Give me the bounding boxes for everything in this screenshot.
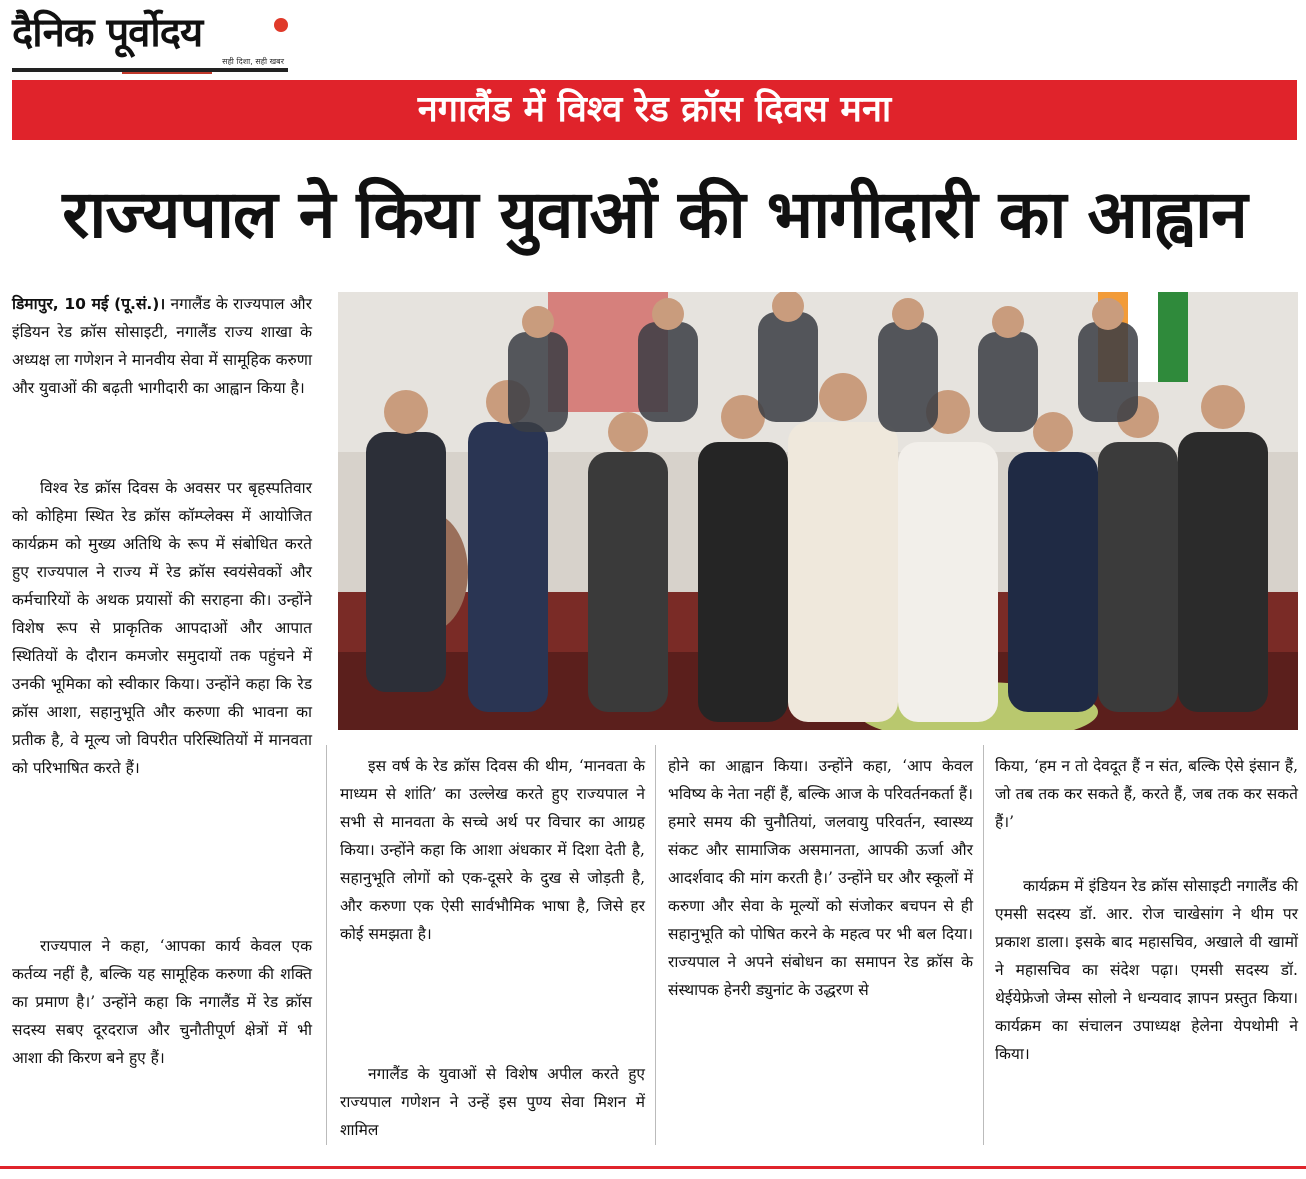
paragraph-6: होने का आह्वान किया। उन्होंने कहा, ‘आप केवल भविष्य के नेता नहीं हैं, बल्कि आज के परिवर्तनकर्ता हैं। हमारे समय की चुनौतियां, जलवायु परिवर्तन, स्वास्थ्य संकट और सामाजिक असमानता, आपकी ऊर्जा और आदर्शवाद की मांग करती है।’ उन्होंने घर और स्कूलों में करुणा और सेवा के मूल्यों को संजोकर बचपन से ही सहानुभूति को पोषित करने के महत्व पर भी बल दिया। राज्यपाल ने अपने संबोधन का समापन रेड क्रॉस के संस्थापक हेनरी ड्युनांट के उद्धरण से (668, 757, 973, 999)
newspaper-tagline: सही दिशा, सही खबर (222, 57, 284, 66)
paragraph-5: नगालैंड के युवाओं से विशेष अपील करते हुए राज्यपाल गणेशन ने उन्हें इस पुण्य सेवा मिशन में शामिल (340, 1065, 645, 1139)
masthead-accent-rule (122, 72, 212, 74)
kicker-text: नगालैंड में विश्व रेड क्रॉस दिवस मना (417, 89, 892, 130)
paragraph-8: कार्यक्रम में इंडियन रेड क्रॉस सोसाइटी नगालैंड की एमसी सदस्य डॉ. आर. रोज चाखेसांग ने थीम पर प्रकाश डाला। इसके बाद महासचिव, अखाले वी खामों ने महासचिव का संदेश पढ़ा। एमसी सदस्य डॉ. थेईयेफ्रेजो जेम्स सोलो ने धन्यवाद ज्ञापन प्रस्तुत किया। कार्यक्रम का संचालन उपाध्यक्ष हेलेना येपथोमी ने किया। (995, 877, 1298, 1063)
paragraph-4: इस वर्ष के रेड क्रॉस दिवस की थीम, ‘मानवता के माध्यम से शांति’ का उल्लेख करते हुए राज्यपाल ने सभी से मानवता के सच्चे अर्थ पर विचार का आग्रह किया। उन्होंने कहा कि आशा अंधकार में दिशा देती है, सहानुभूति लोगों को एक-दूसरे के दुख से जोड़ती है, और करुणा एक ऐसी सार्वभौमिक भाषा है, जिसे हर कोई समझता है। (340, 757, 645, 943)
masthead (12, 8, 288, 74)
kicker-banner (12, 80, 1297, 140)
event-group-photo (338, 292, 1298, 730)
logo-dot-icon (274, 18, 288, 32)
paragraph-1: नगालैंड के राज्यपाल और इंडियन रेड क्रॉस सोसाइटी, नगालैंड राज्य शाखा के अध्यक्ष ला गणेशन ने मानवीय सेवा में सामूहिक करुणा और युवाओं की बढ़ती भागीदारी का आह्वान किया है। (12, 295, 312, 397)
dateline: डिमापुर, 10 मई (पू.सं.)। (12, 295, 166, 313)
headline: राज्यपाल ने किया युवाओं की भागीदारी का आह्वान (62, 176, 1247, 253)
column-divider (326, 745, 327, 1145)
column-divider (655, 745, 656, 1145)
footer-rule (0, 1166, 1306, 1169)
paragraph-7: किया, ‘हम न तो देवदूत हैं न संत, बल्कि ऐसे इंसान हैं, जो तब तक कर सकते हैं, करते हैं, जब तक कर सकते हैं।’ (995, 757, 1298, 831)
article-intro (12, 290, 312, 402)
paragraph-2: विश्व रेड क्रॉस दिवस के अवसर पर बृहस्पतिवार को कोहिमा स्थित रेड क्रॉस कॉम्प्लेक्स में आयोजित कार्यक्रम को मुख्य अतिथि के रूप में संबोधित करते हुए राज्यपाल ने राज्य में रेड क्रॉस स्वयंसेवकों और कर्मचारियों के अथक प्रयासों की सराहना की। उन्होंने विशेष रूप से प्राकृतिक आपदाओं और आपात स्थितियों के दौरान कमजोर समुदायों तक पहुंचने में उनकी भूमिका को स्वीकार किया। उन्होंने कहा कि रेड क्रॉस आशा, सहानुभूति और करुणा की भावना का प्रतीक है, वे मूल्य जो विपरीत परिस्थितियों में मानवता को परिभाषित करते हैं। (12, 479, 312, 777)
newspaper-logo: दैनिक पूर्वोदय (12, 10, 203, 56)
paragraph-3: राज्यपाल ने कहा, ‘आपका कार्य केवल एक कर्तव्य नहीं है, बल्कि यह सामूहिक करुणा की शक्ति का प्रमाण है।’ उन्होंने कहा कि नगालैंड में रेड क्रॉस सदस्य सबए दूरदराज और चुनौतीपूर्ण क्षेत्रों में भी आशा की किरण बने हुए हैं। (12, 937, 312, 1067)
column-divider (983, 745, 984, 1145)
